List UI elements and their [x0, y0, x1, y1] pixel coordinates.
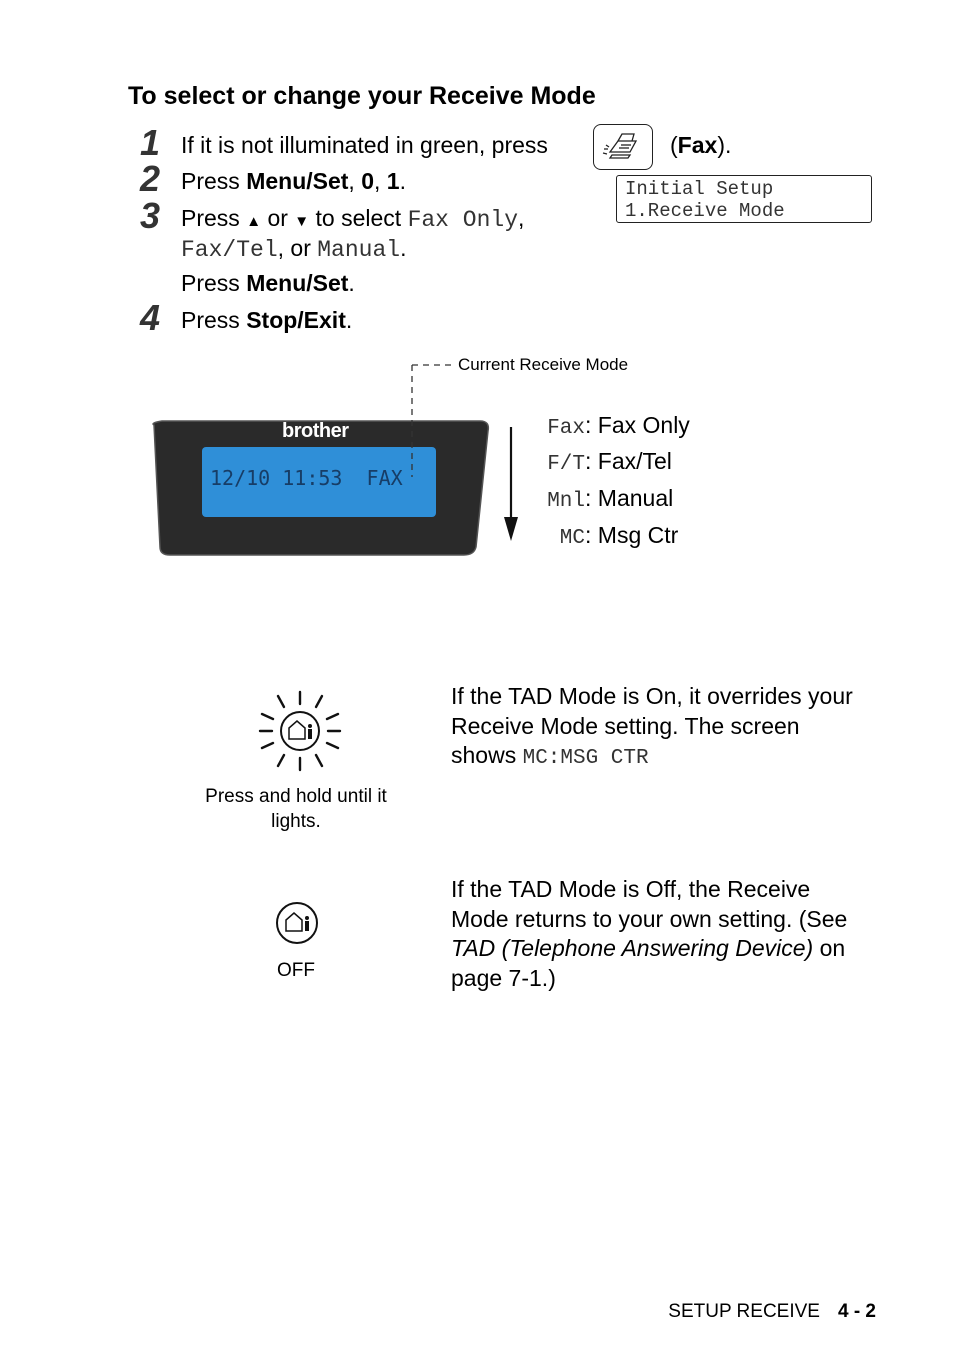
down-arrow-icon: ▼ — [294, 213, 310, 230]
lcd-line-1: Initial Setup — [625, 178, 774, 200]
callout-label: Current Receive Mode — [458, 355, 629, 374]
mode-legend-item: F/T: Fax/Tel — [547, 448, 672, 476]
lcd-display-box — [616, 175, 872, 223]
page-number: 4 - 2 — [837, 1301, 876, 1322]
control-panel-illustration — [140, 355, 520, 565]
step-1-instruction: If it is not illuminated in green, press — [181, 132, 548, 158]
tad-on-paragraph: If the TAD Mode is On, it overrides your Receive Mode setting. The screen shows MC:MSG CTR — [451, 683, 853, 770]
fax-key-icon — [593, 124, 653, 170]
step-3-text: Press ▲ or ▼ to select Fax Only, — [181, 205, 525, 233]
tad-on-icon — [256, 688, 344, 774]
step-number: 2 — [140, 158, 161, 199]
mode-legend-item: Mnl: Manual — [547, 485, 674, 513]
mode-legend-item: MC: Msg Ctr — [559, 522, 679, 550]
fax-key-label: (Fax). — [670, 132, 732, 158]
fax-machine-icon — [594, 125, 651, 168]
fax-key-name: Fax — [677, 132, 718, 158]
step-number: 4 — [140, 297, 161, 338]
step-3-press-menu: Press Menu/Set. — [181, 270, 355, 296]
tad-off-caption: OFF — [277, 960, 315, 981]
tad-off-icon — [274, 900, 320, 946]
tad-off-paragraph: If the TAD Mode is Off, the Receive Mode returns to your own setting. (See TAD (Telephone Answering Device) on page 7-1.) — [451, 876, 848, 991]
step-1-text — [181, 132, 548, 159]
lcd-line-2: 1.Receive Mode — [625, 200, 785, 222]
section-heading: To select or change your Receive Mode — [128, 82, 596, 110]
step-4-text: Press Stop/Exit. — [181, 307, 353, 333]
down-arrow-icon — [500, 425, 522, 545]
footer-section: SETUP RECEIVE — [668, 1301, 820, 1322]
step-number: 3 — [140, 195, 161, 236]
panel-lcd-text: 12/10 11:53 FAX — [210, 466, 403, 490]
step-number: 1 — [140, 122, 161, 163]
tad-reference: TAD (Telephone Answering Device) — [451, 935, 814, 961]
up-arrow-icon: ▲ — [246, 213, 262, 230]
tad-on-caption: Press and hold until it lights. — [205, 786, 387, 832]
brand-logo: brother — [282, 420, 349, 442]
page-footer — [668, 1301, 876, 1323]
step-3-text-cont: Fax/Tel, or Manual. — [181, 235, 407, 263]
mode-legend-item: Fax: Fax Only — [547, 412, 690, 440]
step-2-text: Press Menu/Set, 0, 1. — [181, 168, 406, 194]
